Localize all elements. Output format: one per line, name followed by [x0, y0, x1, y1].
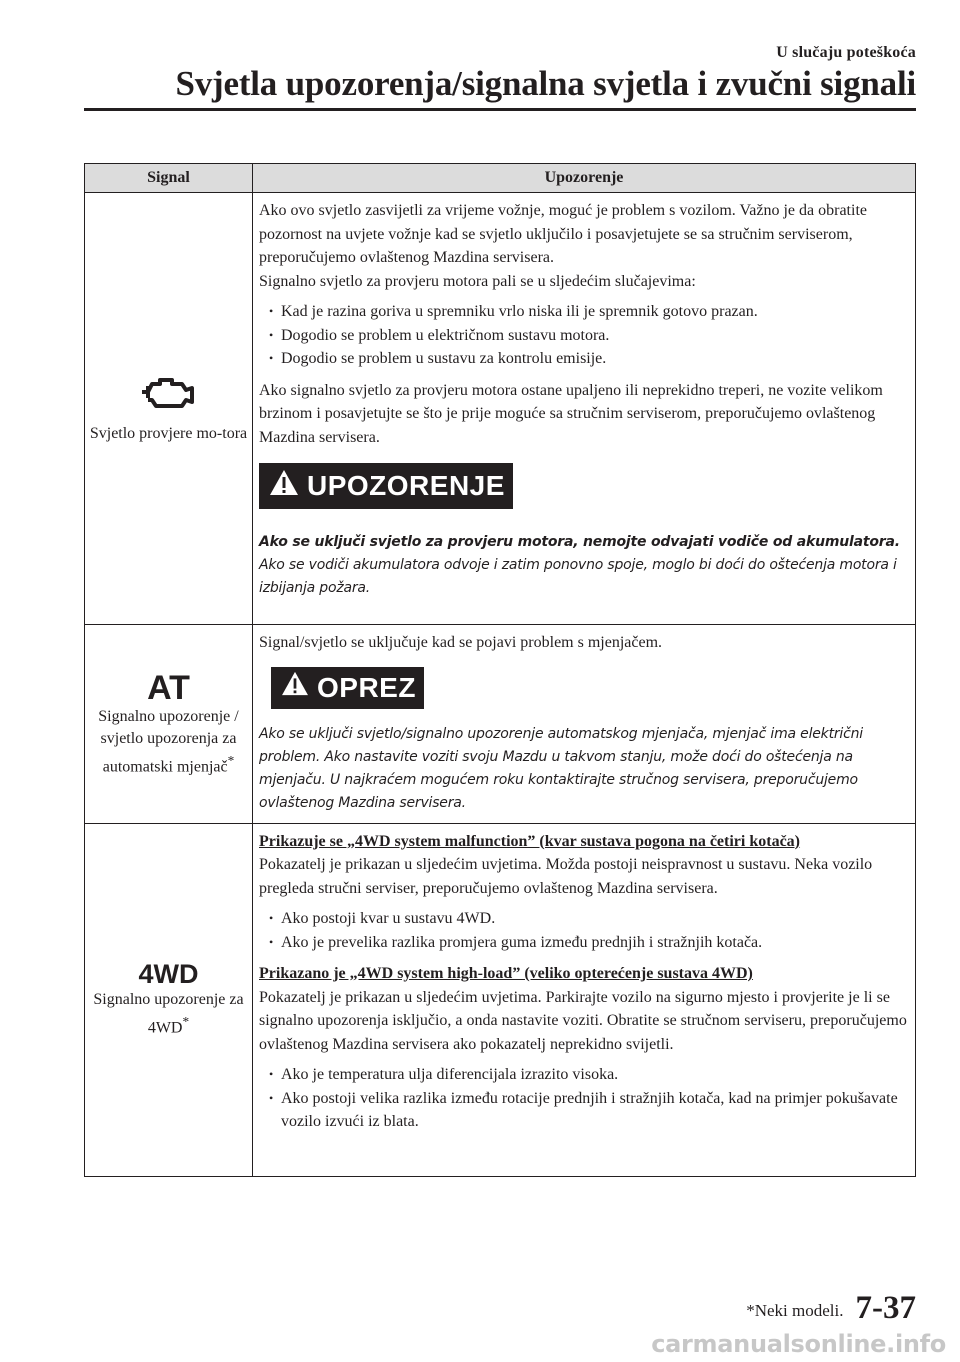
engine-paragraph-1: Ako ovo svjetlo zasvijetli za vrijeme vožnje, moguć je problem s vozilom. Važno je da obratite pozornost na uvjete vožnje kad se svjetlo uključilo i posavjetujete se sa stručnim serviserom, preporučujemo ovlaštenog Mazdina servisera. [259, 202, 867, 266]
list-item: • Ako je prevelika razlika promjera guma između prednjih i stražnjih kotača. [259, 931, 907, 955]
signal-label-at-text: Signalno upozorenje / svjetlo upozorenja za automatski mjenjač [98, 707, 239, 775]
signal-label-4wd [89, 989, 248, 1039]
col-signal-header: Signal [85, 164, 253, 193]
engine-warning-bold-text: Ako se uključi svjetlo za provjeru motora, nemojte odvajati vodiče od akumulatora. [259, 534, 900, 550]
table-row [85, 823, 916, 1176]
4wd-heading-2: Prikazano je „4WD system high-load” (veliko opterećenje sustava 4WD) [259, 965, 753, 982]
list-item: • Ako je temperatura ulja diferencijala izrazito visoka. [259, 1063, 907, 1087]
4wd-bullet-list-2 [259, 1063, 907, 1134]
section-title: U slučaju poteškoća [776, 44, 916, 61]
footnote: *Neki modeli. [746, 1301, 844, 1320]
list-item: • Dogodio se problem u sustavu za kontrolu emisije. [259, 347, 907, 371]
caution-badge [271, 667, 424, 709]
signal-label-engine: Svjetlo provjere mo-tora [89, 425, 248, 442]
engine-warning-bold [259, 531, 907, 554]
engine-bullet-list [259, 300, 907, 371]
table-row [85, 625, 916, 824]
list-item: • Dogodio se problem u električnom sustavu motora. [259, 324, 907, 348]
watermark: carmanualsonline.info [651, 1330, 946, 1358]
asterisk-at: * [227, 752, 235, 768]
warning-badge [259, 463, 513, 509]
signal-cell-4wd [85, 823, 253, 1176]
list-item: • Ako postoji kvar u sustavu 4WD. [259, 907, 907, 931]
desc-cell-at [253, 625, 916, 824]
4wd-paragraph-2: Pokazatelj je prikazan u sljedećim uvjetima. Parkirajte vozilo na sigurno mjesto i provjerite je li se signalno upozorenja isključio, a onda nastavite voziti. Obratite se stručnom serviseru, preporučujemo ovlaštenog Mazdina servisera ako pokazatelj neprekidno svijetli. [259, 988, 907, 1053]
4wd-indicator-icon: 4WD [138, 959, 199, 990]
asterisk-4wd: * [182, 1014, 190, 1030]
page-header [0, 44, 916, 104]
warning-triangle-icon [269, 469, 299, 504]
4wd-heading-1: Prikazuje se „4WD system malfunction” (kvar sustava pogona na četiri kotača) [259, 832, 801, 850]
check-engine-icon [89, 372, 248, 419]
signal-label-4wd-text: Signalno upozorenje za 4WD [93, 991, 244, 1037]
warning-badge-label: UPOZORENJE [307, 470, 505, 502]
table-row [85, 193, 916, 625]
list-item: • Kad je razina goriva u spremniku vrlo niska ili je spremnik gotovo prazan. [259, 300, 907, 324]
page-footer [746, 1290, 916, 1327]
at-indicator-icon: AT [147, 668, 190, 707]
signal-cell-engine [85, 193, 253, 625]
engine-paragraph-2: Signalno svjetlo za provjeru motora pali se u sljedećim slučajevima: [259, 272, 696, 290]
at-caution-text: Ako se uključi svjetlo/signalno upozorenje automatskog mjenjača, mjenjač ima električni problem. Ako nastavite voziti svoju Mazdu u takvom stanju, može doći do oštećenja na mjenjaču. U najkraćem mogućem roku kontaktirajte stručnog servisera, preporučujemo ovlaštenog Mazdina servisera. [259, 725, 863, 811]
table-header-row [85, 164, 916, 193]
at-paragraph-1: Signal/svjetlo se uključuje kad se pojavi problem s mjenjačem. [259, 634, 663, 651]
engine-paragraph-3: Ako signalno svjetlo za provjeru motora ostane upaljeno ili neprekidno treperi, ne vozite velikom brzinom i posavjetujte se što je prije moguće sa stručnim serviserom, preporučujemo ovlaštenog Mazdina servisera. [259, 381, 883, 446]
4wd-paragraph-1: Pokazatelj je prikazan u sljedećim uvjetima. Možda postoji neispravnost u sustavu. Neka vozilo pregleda stručni serviser, preporučujemo ovlaštenog Mazdina servisera. [259, 856, 873, 897]
col-warning-header: Upozorenje [253, 164, 916, 193]
page-number: 7-37 [855, 1290, 916, 1326]
caution-badge-label: OPREZ [317, 671, 416, 703]
page-title: Svjetla upozorenja/signalna svjetla i zvučni signali [175, 64, 916, 103]
signal-cell-at [85, 625, 253, 824]
header-rule [84, 108, 916, 111]
signal-table [84, 163, 916, 1177]
desc-cell-engine [253, 193, 916, 625]
caution-triangle-icon [281, 671, 309, 704]
desc-cell-4wd [253, 823, 916, 1176]
engine-warning-text: Ako se vodiči akumulatora odvoje i zatim ponovno spoje, moglo bi doći do oštećenja motora i izbijanja požara. [259, 557, 897, 596]
signal-label-at [89, 706, 248, 778]
4wd-bullet-list-1 [259, 907, 907, 954]
list-item: • Ako postoji velika razlika između rotacije prednjih i stražnjih kotača, kad na primjer pokušavate vozilo izvući iz blata. [259, 1087, 907, 1134]
